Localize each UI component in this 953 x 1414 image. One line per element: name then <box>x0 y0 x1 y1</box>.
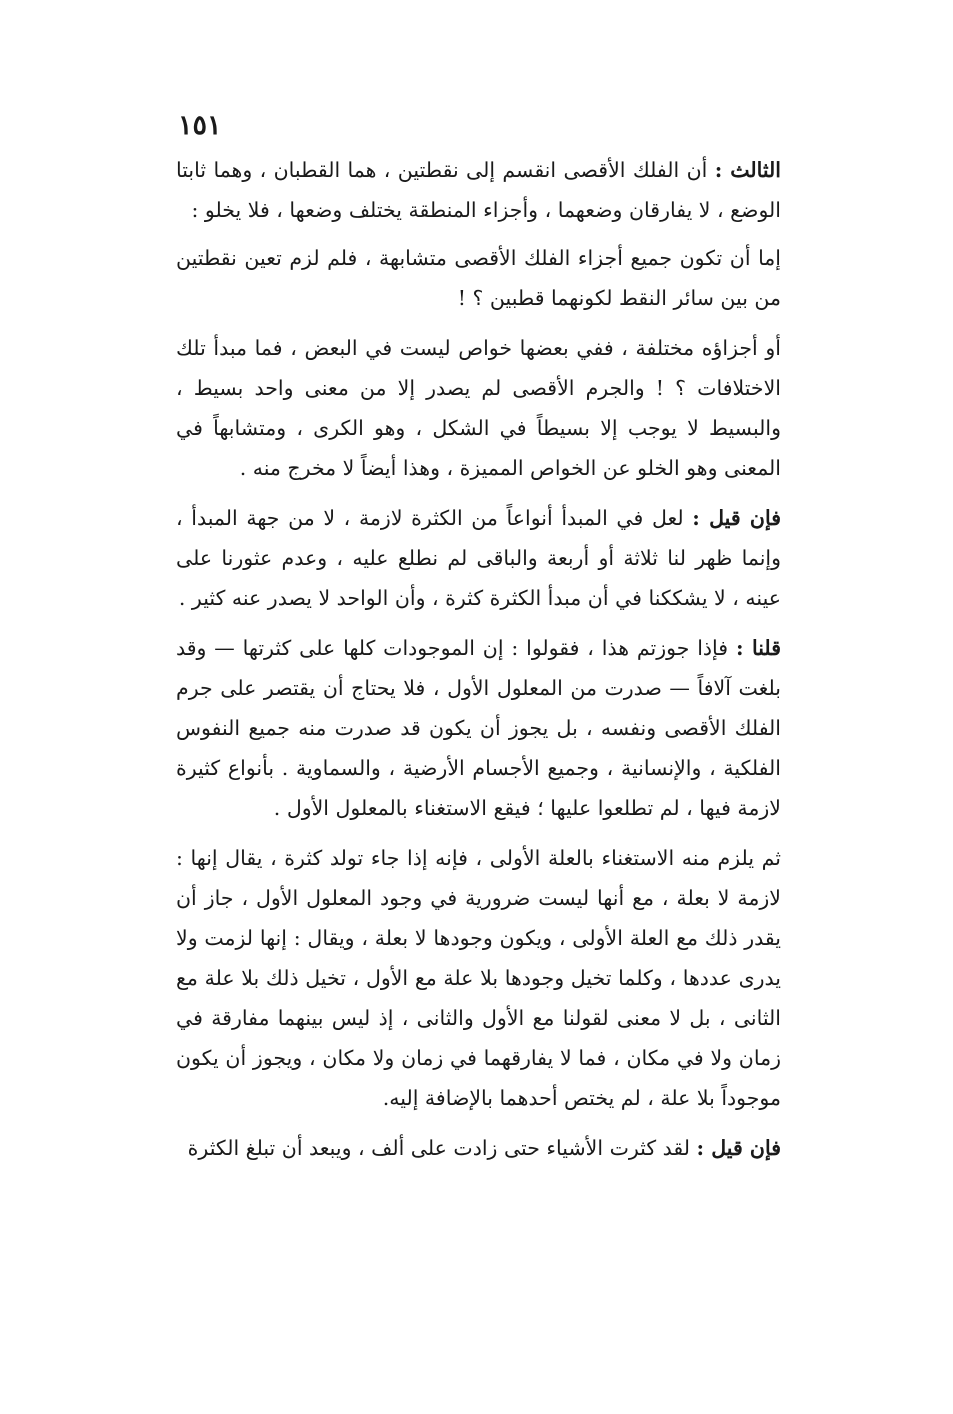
paragraph-1 <box>176 150 781 230</box>
paragraph-7-text: لقد كثرت الأشياء حتى زادت على ألف ، ويبعد أن تبلغ الكثرة <box>187 1136 697 1160</box>
paragraph-1-lead: الثالث : <box>714 158 781 182</box>
paragraph-4 <box>176 498 781 618</box>
paragraph-5 <box>176 628 781 828</box>
paragraph-5-text: فإذا جوزتم هذا ، فقولوا : إن الموجودات كلها على كثرتها — وقد بلغت آلافاً — صدرت من المعلول الأول ، فلا يحتاج أن يقتصر على جرم الفلك الأقصى ونفسه ، بل يجوز أن يكون قد صدرت منه جميع النفوس الفلكية ، والإنسانية ، وجميع الأجسام الأرضية ، والسماوية . بأنواع كثيرة لازمة فيها ، لم تطلعوا عليها ؛ فيقع الاستغناء بالمعلول الأول . <box>176 636 781 820</box>
paragraph-6-text: ثم يلزم منه الاستغناء بالعلة الأولى ، فإنه إذا جاء تولد كثرة ، يقال إنها : لازمة لا بعلة ، مع أنها ليست ضرورية في وجود المعلول الأول ، جاز أن يقدر ذلك مع العلة الأولى ، ويكون وجودها لا بعلة ، ويقال : إنها لزمت ولا يدرى عددها ، وكلما تخيل وجودها بلا علة مع الأول ، تخيل ذلك بلا علة مع الثانى ، بل لا معنى لقولنا مع الأول والثانى ، إذ ليس بينهما مفارقة في زمان ولا في مكان ، فما لا يفارقهما في زمان ولا مكان ، ويجوز أن يكون موجوداً بلا علة ، لم يختص أحدهما بالإضافة إليه. <box>176 846 781 1110</box>
paragraph-3-text: أو أجزاؤه مختلفة ، ففي بعضها خواص ليست في البعض ، فما مبدأ تلك الاختلافات ؟ ! والجرم الأقصى لم يصدر إلا من معنى واحد بسيط ، والبسيط لا يوجب إلا بسيطاً في الشكل ، وهو الكرى ، ومتشابهاً في المعنى وهو الخلو عن الخواص المميزة ، وهذا أيضاً لا مخرج منه . <box>176 336 781 480</box>
paragraph-3 <box>176 328 781 488</box>
paragraph-7-lead: فإن قيل : <box>696 1136 781 1160</box>
page-number: ١٥١ <box>178 110 222 141</box>
paragraph-2-text: إما أن تكون جميع أجزاء الفلك الأقصى متشابهة ، فلم لزم تعين نقطتين من بين سائر النقط لكونهما قطبين ؟ ! <box>176 246 781 310</box>
paragraph-5-lead: قلنا : <box>735 636 781 660</box>
paragraph-7 <box>176 1128 781 1168</box>
paragraph-1-text: أن الفلك الأقصى انقسم إلى نقطتين ، هما القطبان ، وهما ثابتا الوضع ، لا يفارقان وضعهما ، وأجزاء المنطقة يختلف وضعها ، فلا يخلو : <box>176 158 781 222</box>
paragraph-6 <box>176 838 781 1118</box>
paragraph-2 <box>176 238 781 318</box>
body-text <box>176 150 781 1168</box>
paragraph-4-text: لعل في المبدأ أنواعاً من الكثرة لازمة ، لا من جهة المبدأ ، وإنما ظهر لنا ثلاثة أو أربعة والباقى لم نطلع عليه ، وعدم عثورنا على عينه ، لا يشككنا في أن مبدأ الكثرة كثرة ، وأن الواحد لا يصدر عنه كثير . <box>176 506 781 610</box>
paragraph-4-lead: فإن قيل : <box>692 506 781 530</box>
